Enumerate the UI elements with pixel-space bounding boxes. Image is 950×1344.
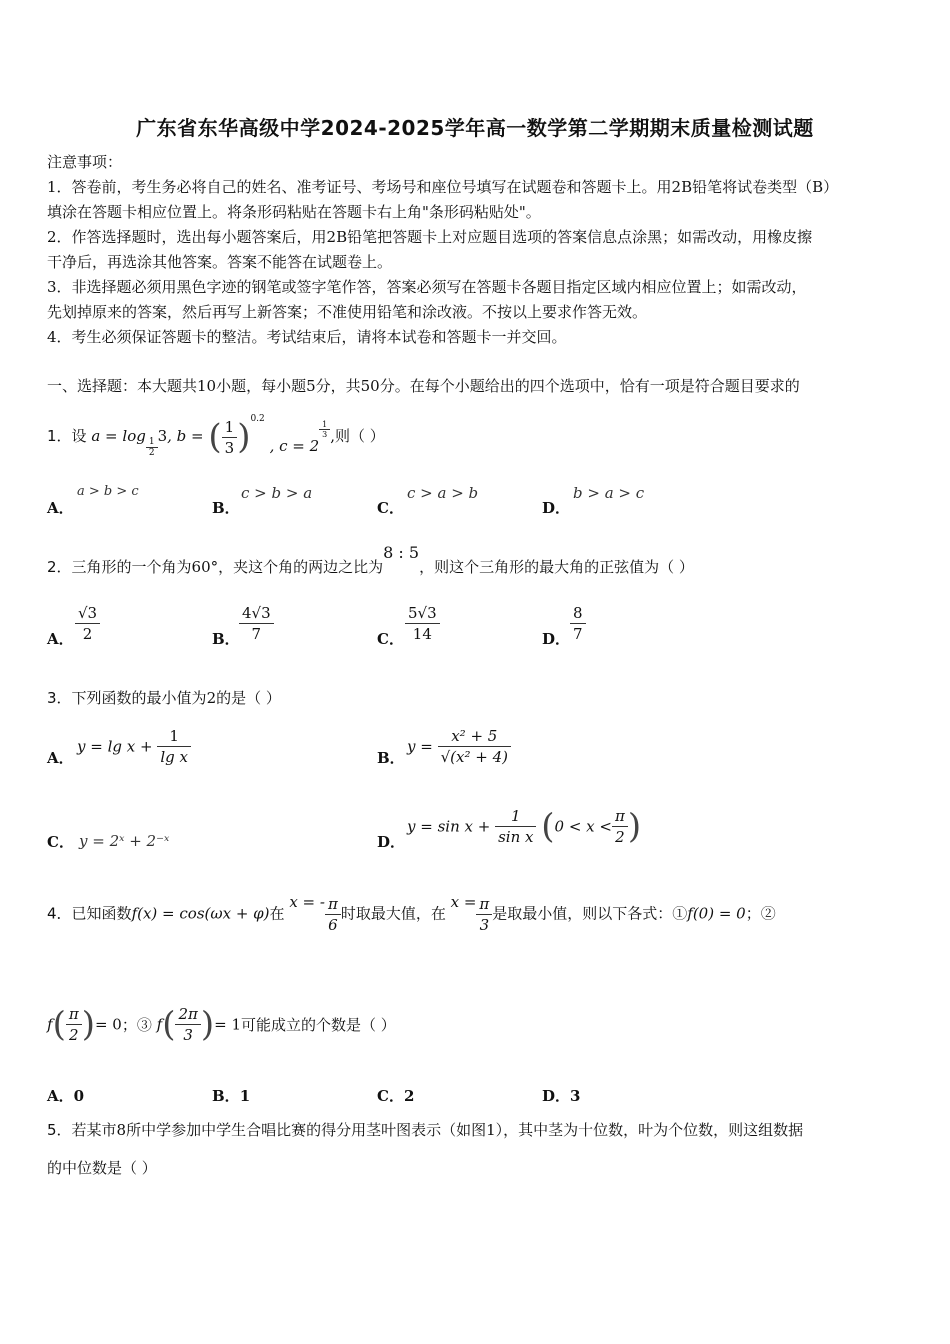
- page-title: 广东省东华高级中学2024-2025学年高一数学第二学期期末质量检测试题: [136, 116, 814, 140]
- option-text: b > a > c: [573, 484, 645, 502]
- fraction: $\frac{2\pi}{3}$: [175, 1004, 200, 1045]
- option-label[interactable]: B．: [377, 749, 405, 767]
- notice-line: 2．作答选择题时，选出每小题答案后，用2B铅笔把答题卡上对应题目选项的答案信息点涂黑；如需改动，用橡皮擦: [47, 228, 813, 246]
- option-fraction: $\frac{√3}{2}$: [75, 603, 100, 644]
- option-text: c > a > b: [407, 484, 479, 502]
- option-label[interactable]: D．: [542, 630, 571, 648]
- log-base: $\frac{1}{2}$: [146, 437, 158, 458]
- option-expr: y = lg x + $\frac{1}{\text{lg x}}$: [77, 726, 191, 767]
- fraction: $\frac{\pi}{6}$: [325, 894, 341, 935]
- option-label[interactable]: C．: [377, 630, 404, 648]
- notice-line: 干净后，再选涂其他答案。答案不能答在试题卷上。: [47, 253, 393, 271]
- question-text: ,则（ ）: [330, 427, 385, 445]
- question-1: 1．设 a = log $\frac{1}{2}$ 3, b = ( $\frac{1}{3}$ )$^{0.2}$ , c = 2 $\frac{1}{3}$ ,则（ ）: [47, 414, 385, 458]
- option-label[interactable]: D．3: [542, 1087, 581, 1105]
- option-label[interactable]: A．: [47, 749, 74, 767]
- exponent-fraction: $\frac{1}{3}$: [319, 420, 330, 439]
- option-label[interactable]: D．: [377, 833, 406, 851]
- option-fraction: $\frac{5√3}{14}$: [405, 603, 440, 644]
- notice-line: 4．考生必须保证答题卡的整洁。考试结束后，请将本试卷和答题卡一并交回。: [47, 328, 567, 346]
- question-number: 2．: [47, 558, 72, 576]
- option-label[interactable]: D．: [542, 499, 571, 517]
- question-text: 的中位数是（ ）: [47, 1159, 157, 1177]
- question-5: [47, 1119, 803, 1140]
- option-label[interactable]: A．0: [47, 1087, 85, 1105]
- option-fraction: $\frac{8}{7}$: [570, 603, 586, 644]
- question-text: 三角形的一个角为60°，夹这个角的两边之比为: [71, 558, 384, 576]
- option-label[interactable]: A．: [47, 499, 74, 517]
- fraction: $\frac{\pi}{3}$: [476, 894, 492, 935]
- question-4: 4．已知函数f(x) = cos(ωx + φ)在 x = - $\frac{\pi}{6}$ 时取最大值，在 x = $\frac{\pi}{3}$ 是取最小值，则以下各式：①f(0) = 0；②: [47, 892, 776, 934]
- math-expr: , c = 2: [269, 437, 320, 455]
- ratio: 8 : 5: [383, 543, 420, 562]
- question-3: [47, 687, 281, 708]
- option-label[interactable]: C．: [377, 499, 404, 517]
- math-expr: a = log: [91, 427, 146, 445]
- math-expr: f(0) = 0: [687, 904, 746, 923]
- question-text: 设: [71, 427, 87, 445]
- question-text: 可能成立的个数是（ ）: [241, 1016, 396, 1034]
- option-label[interactable]: C．2: [377, 1087, 415, 1105]
- question-number: 3．: [47, 689, 72, 707]
- question-text: 是取最小值，则以下各式：①: [492, 904, 688, 923]
- question-text: 的是（ ）: [216, 689, 281, 707]
- question-text: 已知函数: [71, 904, 132, 923]
- option-label[interactable]: B．: [212, 630, 240, 648]
- notice-line: 填涂在答题卡相应位置上。将条形码粘贴在答题卡右上角"条形码粘贴处"。: [47, 203, 541, 221]
- option-text: y = 2ˣ + 2⁻ˣ: [79, 832, 170, 850]
- option-text: c > b > a: [241, 484, 313, 502]
- question-text: ，则这个三角形的最大角的正弦值为（ ）: [419, 558, 694, 576]
- notice-line: 3．非选择题必须用黑色字迹的钢笔或签字笔作答，答案必须写在答题卡各题目指定区域内相应位置上；如需改动，: [47, 278, 807, 296]
- question-text: ；②: [745, 904, 776, 923]
- question-2: [47, 543, 694, 577]
- notice-line: 1．答卷前，考生务必将自己的姓名、准考证号、考场号和座位号填写在试题卷和答题卡上。用2B铅笔将试卷类型（B）: [47, 178, 839, 196]
- question-number: 4．: [47, 904, 72, 923]
- question-5-continued: [47, 1157, 157, 1178]
- option-label[interactable]: B．1: [212, 1087, 251, 1105]
- option-expr: y = $\frac{\text{x² + 5}}{\text{√(x² + 4)}}$: [407, 726, 511, 767]
- math-expr: , b =: [167, 427, 204, 445]
- fraction: $\frac{\pi}{2}$: [66, 1004, 82, 1045]
- section-heading: 一、选择题：本大题共10小题，每小题5分，共50分。在每个小题给出的四个选项中，恰有一项是符合题目要求的: [47, 377, 800, 395]
- question-number: 1．: [47, 427, 72, 445]
- math-expr: 2: [206, 689, 217, 707]
- notice-line: 先划掉原来的答案，然后再写上新答案；不准使用铅笔和涂改液。不按以上要求作答无效。: [47, 303, 648, 321]
- fraction: $\frac{1}{3}$: [222, 417, 238, 458]
- option-expr: y = sin x + $\frac{1}{\text{sin x}}$ (0 < x < $\frac{\pi}{2}$ ): [407, 806, 642, 847]
- math-expr: f(x) = cos(ωx + φ): [131, 904, 270, 923]
- option-fraction: $\frac{4√3}{7}$: [239, 603, 274, 644]
- question-text: ；③: [121, 1016, 152, 1034]
- question-text: 在: [269, 904, 285, 923]
- option-label[interactable]: A．: [47, 630, 74, 648]
- option-text: a > b > c: [77, 484, 139, 499]
- exponent: 0.2: [250, 414, 265, 424]
- option-label[interactable]: B．: [212, 499, 240, 517]
- question-text: 时取最大值，在: [340, 904, 446, 923]
- question-text: 若某市8所中学参加中学生合唱比赛的得分用茎叶图表示（如图1），其中茎为十位数，叶为个位数，则这组数据: [71, 1121, 804, 1139]
- math-expr: 3: [157, 427, 168, 445]
- question-text: 下列函数的最小值为: [71, 689, 207, 707]
- notice-heading: 注意事项：: [47, 153, 123, 171]
- question-number: 5．: [47, 1121, 72, 1139]
- option-label[interactable]: C．: [47, 833, 74, 851]
- question-4-continued: f( $\frac{\pi}{2}$ )= 0；③ f( $\frac{2\pi}{3}$ )= 1可能成立的个数是（ ）: [47, 1004, 396, 1045]
